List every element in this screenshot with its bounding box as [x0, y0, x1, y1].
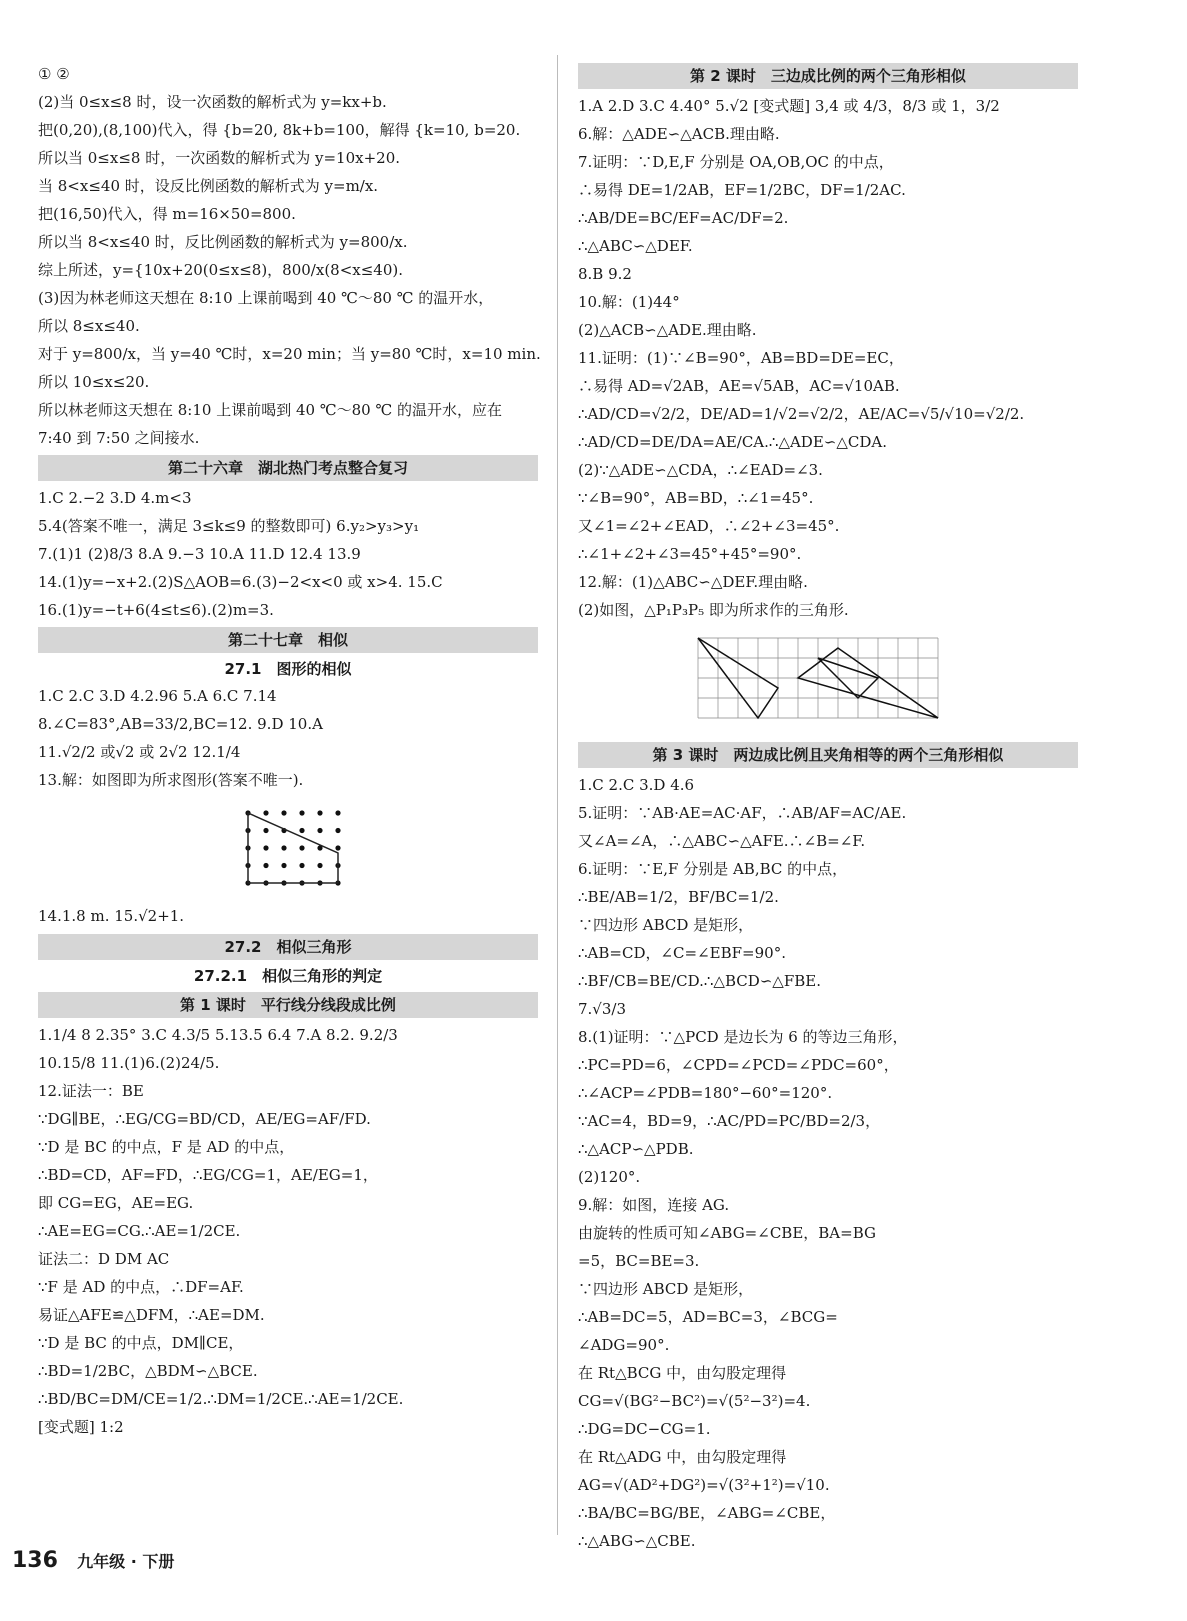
- grid-dot: [263, 810, 268, 815]
- ansL3-line: ∵四边形 ABCD 是矩形，: [578, 916, 754, 934]
- grid-dot: [281, 863, 286, 868]
- ansL2-line: 8.B 9.2: [578, 265, 632, 283]
- ansL2-line: (2)如图，△P₁P₃P₅ 即为所求作的三角形.: [578, 601, 849, 619]
- ansL2-line: 10.解：(1)44°: [578, 293, 680, 311]
- column-divider: [557, 55, 558, 1535]
- ansL2-line: 11.证明：(1)∵∠B=90°，AB=BD=DE=EC，: [578, 349, 904, 367]
- ansL2-line: ∵∠B=90°，AB=BD，∴∠1=45°.: [578, 489, 814, 507]
- ansL1-line: 1.1/4 8 2.35° 3.C 4.3/5 5.13.5 6.4 7.A 8.2. 9.2/3: [38, 1026, 398, 1044]
- ansL3-line: 9.解：如图，连接 AG.: [578, 1196, 730, 1214]
- left-line: 所以当 8<x≤40 时，反比例函数的解析式为 y=800/x.: [38, 233, 408, 251]
- lesson2-header: 第 2 课时 三边成比例的两个三角形相似: [578, 63, 1078, 89]
- ansL1-line: ∵D 是 BC 的中点，F 是 AD 的中点，: [38, 1138, 295, 1156]
- ansL3-line: AG=√(AD²+DG²)=√(3²+1²)=√10.: [578, 1476, 830, 1494]
- ansL2-line: 又∠1=∠2+∠EAD，∴∠2+∠3=45°.: [578, 517, 840, 535]
- ansL1-line: [变式题] 1:2: [38, 1418, 124, 1436]
- ansL1-line: ∴BD/BC=DM/CE=1/2.∴DM=1/2CE.∴AE=1/2CE.: [38, 1390, 404, 1408]
- ansL3-line: ∵AC=4，BD=9，∴AC/PD=PC/BD=2/3，: [578, 1112, 881, 1130]
- ansL2-line: 7.证明：∵D,E,F 分别是 OA,OB,OC 的中点，: [578, 153, 894, 171]
- ansL3-line: 8.(1)证明：∵△PCD 是边长为 6 的等边三角形，: [578, 1028, 908, 1046]
- grid-dot: [263, 863, 268, 868]
- left-line: (2)当 0≤x≤8 时，设一次函数的解析式为 y=kx+b.: [38, 93, 387, 111]
- ans26-line: 5.4(答案不唯一，满足 3≤k≤9 的整数即可) 6.y₂>y₃>y₁: [38, 517, 420, 535]
- ansL3-line: (2)120°.: [578, 1168, 641, 1186]
- grid-dot: [317, 810, 322, 815]
- ansL2-line: ∴AB/DE=BC/EF=AC/DF=2.: [578, 209, 789, 227]
- grid-dot: [263, 845, 268, 850]
- ansL2-line: 12.解：(1)△ABC∽△DEF.理由略.: [578, 573, 808, 591]
- ansL1-line: ∴BD=1/2BC，△BDM∽△BCE.: [38, 1362, 258, 1380]
- left-line: 7:40 到 7:50 之间接水.: [38, 429, 200, 447]
- ansL2-line: ∴AD/CD=√2/2，DE/AD=1/√2=√2/2，AE/AC=√5/√10=√2/2.: [578, 405, 1025, 423]
- ansL1-line: ∵D 是 BC 的中点，DM∥CE，: [38, 1334, 244, 1352]
- grade-label: 九年级 · 下册: [77, 1552, 175, 1571]
- section272-header: 27.2 相似三角形: [38, 934, 538, 960]
- chapter27-header: 第二十七章 相似: [38, 627, 538, 653]
- ansL2-line: ∴AD/CD=DE/DA=AE/CA.∴△ADE∽△CDA.: [578, 433, 887, 451]
- lesson1-header: 第 1 课时 平行线分线段成比例: [38, 992, 538, 1018]
- ansL3-line: ∴DG=DC−CG=1.: [578, 1420, 711, 1438]
- ansL1-line: 10.15/8 11.(1)6.(2)24/5.: [38, 1054, 220, 1072]
- lesson3-header: 第 3 课时 两边成比例且夹角相等的两个三角形相似: [578, 742, 1078, 768]
- ansL3-line: 在 Rt△BCG 中，由勾股定理得: [578, 1364, 787, 1382]
- grid-dot: [299, 845, 304, 850]
- grid-dot: [335, 845, 340, 850]
- ansL3-line: ∴∠ACP=∠PDB=180°−60°=120°.: [578, 1084, 833, 1102]
- ans271-line: 13.解：如图即为所求图形(答案不唯一).: [38, 771, 304, 789]
- ans26-line: 14.(1)y=−x+2.(2)S△AOB=6.(3)−2<x<0 或 x>4. 15.C: [38, 573, 443, 591]
- ansL2-line: ∴易得 AD=√2AB，AE=√5AB，AC=√10AB.: [578, 377, 900, 395]
- ansL3-line: =5，BC=BE=3.: [578, 1252, 700, 1270]
- left-line: ① ②: [38, 65, 70, 83]
- ansL2-line: 6.解：△ADE∽△ACB.理由略.: [578, 125, 780, 143]
- ansL1-line: 12.证法一：BE: [38, 1082, 144, 1100]
- ansL3-line: 6.证明：∵E,F 分别是 AB,BC 的中点，: [578, 860, 848, 878]
- ansL1-line: 易证△AFE≌△DFM，∴AE=DM.: [38, 1306, 265, 1324]
- left-line: 把(0,20),(8,100)代入，得 {b=20, 8k+b=100，解得 {k=10, b=20.: [38, 121, 521, 139]
- ansL3-line: 由旋转的性质可知∠ABG=∠CBE，BA=BG: [578, 1224, 876, 1242]
- section2721-header: 27.2.1 相似三角形的判定: [193, 967, 383, 985]
- left-line: (3)因为林老师这天想在 8:10 上课前喝到 40 ℃～80 ℃ 的温开水，: [38, 289, 494, 307]
- ansL2-line: ∴易得 DE=1/2AB，EF=1/2BC，DF=1/2AC.: [578, 181, 906, 199]
- left-column: [38, 60, 541, 1441]
- section271-header: 27.1 图形的相似: [224, 660, 352, 678]
- ansL1-line: ∴AE=EG=CG.∴AE=1/2CE.: [38, 1222, 241, 1240]
- right-column: [578, 60, 1078, 1555]
- ansL3-line: CG=√(BG²−BC²)=√(5²−3²)=4.: [578, 1392, 811, 1410]
- ansL3-line: ∴BF/CB=BE/CD.∴△BCD∽△FBE.: [578, 972, 821, 990]
- grid-dot: [281, 810, 286, 815]
- grid-dot: [317, 863, 322, 868]
- grid-dot: [299, 828, 304, 833]
- ansL3-line: ∴△ACP∽△PDB.: [578, 1140, 694, 1158]
- grid-triangles-figure: [688, 628, 948, 738]
- left-line: 所以 10≤x≤20.: [38, 373, 150, 391]
- grid-dot: [335, 810, 340, 815]
- ansL3-line: ∠ADG=90°.: [578, 1336, 670, 1354]
- ansL3-line: 5.证明：∵AB·AE=AC·AF，∴AB/AF=AC/AE.: [578, 804, 907, 822]
- ansL1-line: ∴BD=CD，AF=FD，∴EG/CG=1，AE/EG=1，: [38, 1166, 378, 1184]
- ansL3-line: 7.√3/3: [578, 1000, 627, 1018]
- page-footer: [12, 1548, 174, 1573]
- left-line: 把(16,50)代入，得 m=16×50=800.: [38, 205, 296, 223]
- ans271-line: 14.1.8 m. 15.√2+1.: [38, 907, 185, 925]
- grid-dot: [281, 845, 286, 850]
- ansL3-line: 1.C 2.C 3.D 4.6: [578, 776, 695, 794]
- left-line: 所以 8≤x≤40.: [38, 317, 140, 335]
- ans26-line: 16.(1)y=−t+6(4≤t≤6).(2)m=3.: [38, 601, 274, 619]
- ansL3-line: ∴△ABG∽△CBE.: [578, 1532, 696, 1550]
- ansL3-line: ∴BA/BC=BG/BE，∠ABG=∠CBE，: [578, 1504, 836, 1522]
- grid-dot: [263, 828, 268, 833]
- ansL3-line: 在 Rt△ADG 中，由勾股定理得: [578, 1448, 787, 1466]
- grid-dot: [317, 828, 322, 833]
- grid-dot: [299, 810, 304, 815]
- ans26-line: 7.(1)1 (2)8/3 8.A 9.−3 10.A 11.D 12.4 13.9: [38, 545, 361, 563]
- grid-dot: [335, 828, 340, 833]
- ansL1-line: 证法二：D DM AC: [38, 1250, 170, 1268]
- chapter26-header: 第二十六章 湖北热门考点整合复习: [38, 455, 538, 481]
- ans271-line: 1.C 2.C 3.D 4.2.96 5.A 6.C 7.14: [38, 687, 277, 705]
- ans271-line: 8.∠C=83°,AB=33/2,BC=12. 9.D 10.A: [38, 715, 323, 733]
- dot-grid-figure: [228, 798, 368, 898]
- ansL2-line: ∴△ABC∽△DEF.: [578, 237, 693, 255]
- ansL2-line: (2)△ACB∽△ADE.理由略.: [578, 321, 757, 339]
- ansL3-line: ∴PC=PD=6，∠CPD=∠PCD=∠PDC=60°，: [578, 1056, 899, 1074]
- ans271-line: 11.√2/2 或√2 或 2√2 12.1/4: [38, 743, 241, 761]
- ansL2-line: 1.A 2.D 3.C 4.40° 5.√2 [变式题] 3,4 或 4/3，8/3 或 1，3/2: [578, 97, 1000, 115]
- ansL3-line: ∴AB=DC=5，AD=BC=3，∠BCG=: [578, 1308, 838, 1326]
- ans26-line: 1.C 2.−2 3.D 4.m<3: [38, 489, 192, 507]
- left-line: 所以林老师这天想在 8:10 上课前喝到 40 ℃～80 ℃ 的温开水，应在: [38, 401, 503, 419]
- left-line: 当 8<x≤40 时，设反比例函数的解析式为 y=m/x.: [38, 177, 379, 195]
- ansL3-line: ∵四边形 ABCD 是矩形，: [578, 1280, 754, 1298]
- ansL1-line: ∵DG∥BE，∴EG/CG=BD/CD，AE/EG=AF/FD.: [38, 1110, 371, 1128]
- left-line: 所以当 0≤x≤8 时，一次函数的解析式为 y=10x+20.: [38, 149, 401, 167]
- left-line: 综上所述，y={10x+20(0≤x≤8)，800/x(8<x≤40).: [38, 261, 404, 279]
- ansL3-line: 又∠A=∠A，∴△ABC∽△AFE.∴∠B=∠F.: [578, 832, 866, 850]
- ansL3-line: ∴AB=CD，∠C=∠EBF=90°.: [578, 944, 786, 962]
- ansL2-line: (2)∵△ADE∽△CDA，∴∠EAD=∠3.: [578, 461, 823, 479]
- ansL1-line: 即 CG=EG，AE=EG.: [38, 1194, 194, 1212]
- grid-dot: [299, 863, 304, 868]
- ansL1-line: ∵F 是 AD 的中点，∴DF=AF.: [38, 1278, 244, 1296]
- left-line: 对于 y=800/x，当 y=40 ℃时，x=20 min；当 y=80 ℃时，x=10 min.: [38, 345, 541, 363]
- ansL3-line: ∴BE/AB=1/2，BF/BC=1/2.: [578, 888, 779, 906]
- ansL2-line: ∴∠1+∠2+∠3=45°+45°=90°.: [578, 545, 802, 563]
- page-number: 136: [12, 1548, 58, 1573]
